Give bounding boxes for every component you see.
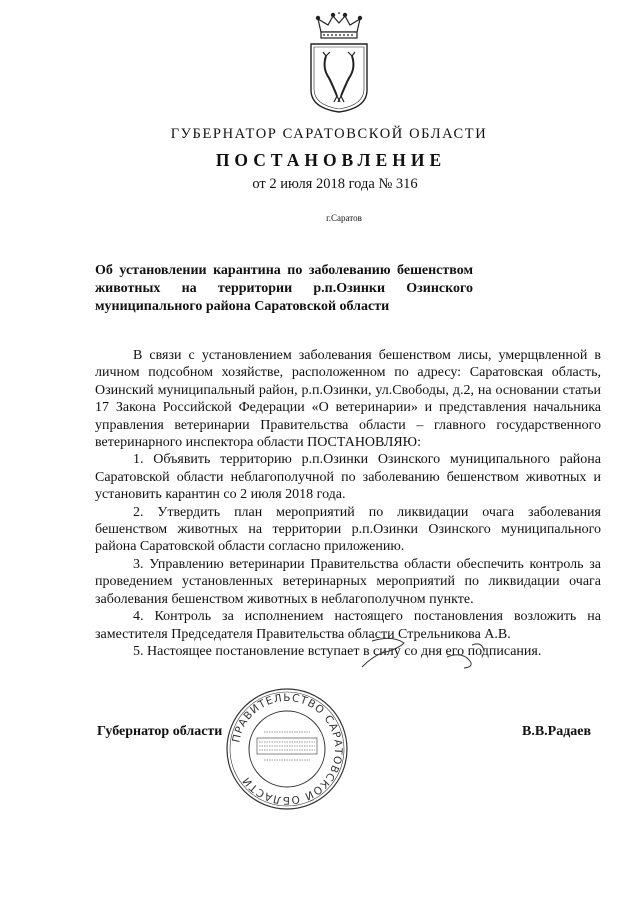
document-subject: Об установлении карантина по заболеванию бешенством животных на территории р.п.Озинки Озинского муниципального района Саратовской области xyxy=(95,263,473,314)
signatory-title: Губернатор области xyxy=(97,724,223,739)
issuing-authority: ГУБЕРНАТОР САРАТОВСКОЙ ОБЛАСТИ xyxy=(170,126,488,142)
body-preamble: В связи с установлением заболевания бешенством лисы, умерщвленной в личном подсобном хозяйстве, расположенном по адресу: Саратовская область, Озинский муниципальный район, р.п.Озинки, ул.Свободы, д.2, на основании статьи 17 Закона Российской Федерации «О ветеринарии» и представления начальника управления ветеринарии Правительства области – главного государственного ветеринарного инспектора области ПОСТАНОВЛЯЮ: xyxy=(95,348,601,451)
body-item-5: 5. Настоящее постановление вступает в силу со дня его подписания. xyxy=(133,643,542,659)
document-type: ПОСТАНОВЛЕНИЕ xyxy=(215,150,447,170)
stamp-ring-text: ПРАВИТЕЛЬСТВО САРАТОВСКОЙ ОБЛАСТИ xyxy=(230,691,345,807)
document-place: г.Саратов xyxy=(326,213,362,223)
handwritten-signature-icon xyxy=(352,627,572,669)
body-item-2: 2. Утвердить план мероприятий по ликвидации очага заболевания бешенством животных на территории р.п.Озинки Озинского муниципального района Саратовской области согласно приложению. xyxy=(95,504,601,555)
body-item-1: 1. Объявить территорию р.п.Озинки Озинского муниципального района Саратовской области неблагополучной по заболеванию бешенством животных и установить карантин со 2 июля 2018 года. xyxy=(95,452,601,503)
body-item-4: 4. Контроль за исполнением настоящего постановления возложить на заместителя Председателя Правительства области Стрельникова А.В. xyxy=(95,609,601,642)
document-body xyxy=(95,347,601,660)
svg-text:ПРАВИТЕЛЬСТВО САРАТОВСКОЙ ОБЛА xyxy=(230,692,344,806)
official-seal-stamp xyxy=(224,686,350,812)
signatory-name: В.В.Радаев xyxy=(522,724,592,739)
document-date-number: от 2 июля 2018 года № 316 xyxy=(252,176,418,192)
body-item-3: 3. Управлению ветеринарии Правительства области обеспечить контроль за проведением установленных ветеринарных мероприятий по ликвидации очага заболевания бешенством животных в неблагополучном пункте. xyxy=(95,556,601,607)
coat-of-arms-icon xyxy=(299,12,379,114)
